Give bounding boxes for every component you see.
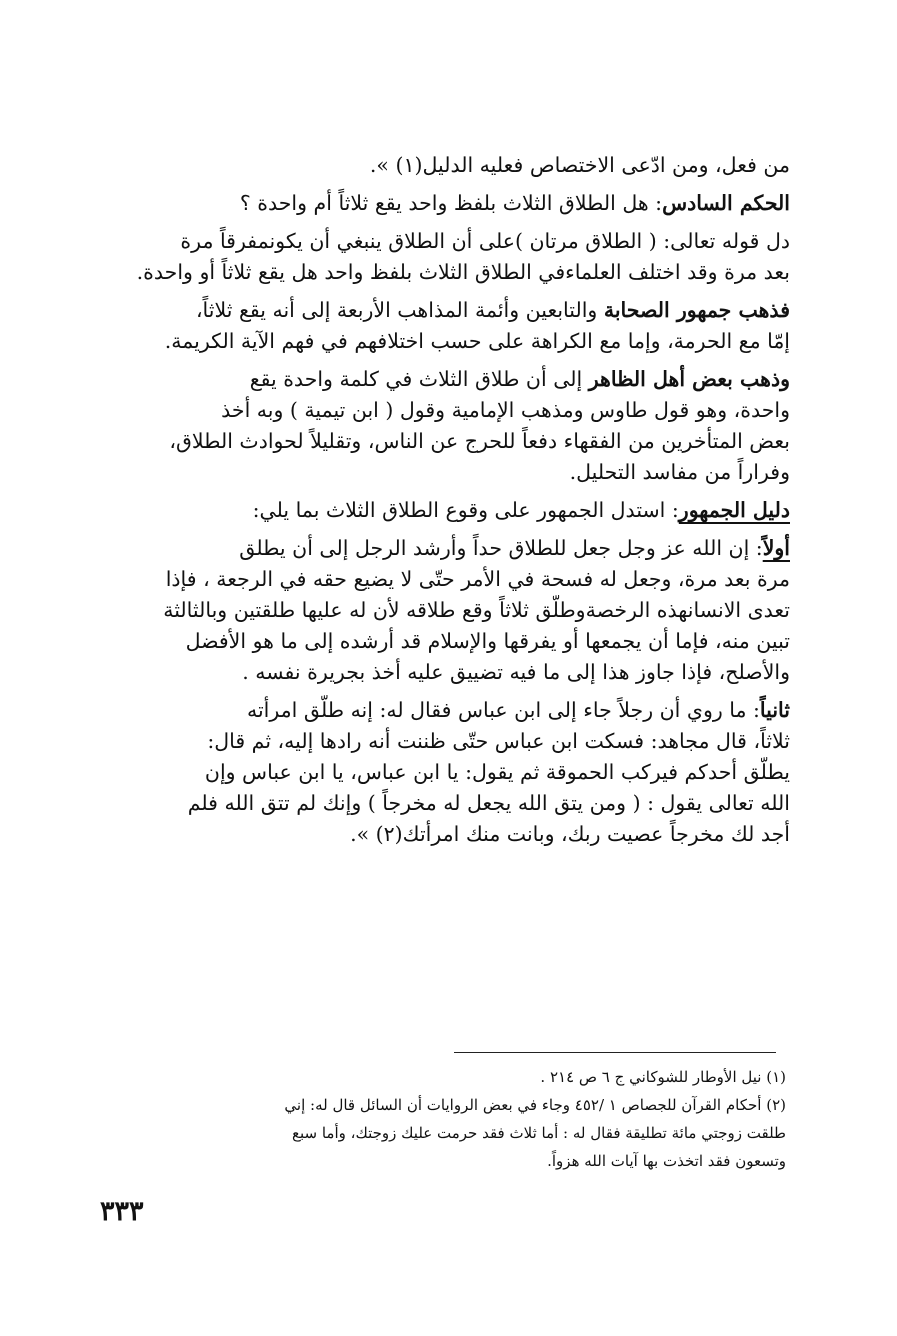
bold-heading: دليل الجمهور (678, 498, 790, 522)
text-run: : استدل الجمهور على وقوع الطلاق الثلاث بما يلي: (252, 498, 679, 522)
footnote-line: (٢) أحكام القرآن للجصاص ١ /٤٥٢ وجاء في بعض الروايات أن السائل قال له: إني (284, 1096, 786, 1114)
text-run: بعض المتأخرين من الفقهاء دفعاً للحرج عن الناس، وتقليلاً لحوادث الطلاق، (169, 429, 790, 453)
text-line (112, 657, 790, 688)
bold-heading: الحكم السادس (662, 191, 790, 215)
text-line (112, 150, 790, 181)
footnote-line: (١) نيل الأوطار للشوكاني ج ٦ ص ٢١٤ . (540, 1068, 786, 1086)
text-run: مرة بعد مرة، وجعل له فسحة في الأمر حتّى لا يضيع حقه في الرجعة ، فإذا (165, 567, 790, 591)
text-line (112, 188, 790, 219)
text-run: تبين منه، فإما أن يجمعها أو يفرقها والإسلام قد أرشده إلى ما هو الأفضل (185, 629, 790, 653)
text-line (112, 626, 790, 657)
text-run: تعدى الانسانهذه الرخصةوطلّق ثلاثاً وقع طلاقه لأن له عليها طلقتين وبالثالثة (163, 598, 790, 622)
text-run: إمّا مع الحرمة، وإما مع الكراهة على حسب اختلافهم في فهم الآية الكريمة. (164, 329, 790, 353)
footnote-line: طلقت زوجتي مائة تطليقة فقال له : أما ثلاث فقد حرمت عليك زوجتك، وأما سبع (292, 1124, 786, 1142)
bold-heading: فذهب جمهور الصحابة (603, 298, 790, 322)
text-line (112, 533, 790, 564)
text-line (112, 695, 790, 726)
text-run: : هل الطلاق الثلاث بلفظ واحد يقع ثلاثاً أم واحدة ؟ (239, 191, 663, 215)
text-line (112, 257, 790, 288)
bold-heading: ثانياً (759, 698, 790, 722)
text-run: واحدة، وهو قول طاوس ومذهب الإمامية وقول ( ابن تيمية ) وبه أخذ (221, 398, 790, 422)
text-line (112, 788, 790, 819)
text-run: والأصلح، فإذا جاوز هذا إلى ما فيه تضييق عليه أخذ بجريرة نفسه . (242, 660, 790, 684)
text-run: يطلّق أحدكم فيركب الحموقة ثم يقول: يا ابن عباس، يا ابن عباس وإن (204, 760, 790, 784)
text-run: : إن الله عز وجل جعل للطلاق حداً وأرشد الرجل إلى أن يطلق (239, 536, 763, 560)
text-run: والتابعين وأئمة المذاهب الأربعة إلى أنه يقع ثلاثاً، (195, 298, 604, 322)
footnote-line: وتسعون فقد اتخذت بها آيات الله هزواً. (547, 1152, 786, 1170)
text-line (112, 326, 790, 357)
text-run: وفراراً من مفاسد التحليل. (569, 460, 790, 484)
text-run: بعد مرة وقد اختلف العلماءفي الطلاق الثلاث بلفظ واحد هل يقع ثلاثاً أو واحدة. (136, 260, 790, 284)
footnote-separator (454, 1052, 776, 1053)
text-run: : ما روي أن رجلاً جاء إلى ابن عباس فقال له: إنه طلّق امرأته (246, 698, 760, 722)
text-line (112, 226, 790, 257)
text-run: من فعل، ومن ادّعى الاختصاص فعليه الدليل(١) ». (369, 153, 790, 177)
main-text (112, 150, 790, 850)
text-run: دل قوله تعالى: ( الطلاق مرتان )على أن الطلاق ينبغي أن يكونمفرقاً مرة (180, 229, 790, 253)
text-line (112, 364, 790, 395)
text-line (112, 457, 790, 488)
footnotes (110, 1063, 786, 1175)
text-line (112, 395, 790, 426)
text-line (112, 726, 790, 757)
bold-heading: وذهب بعض أهل الظاهر (588, 367, 790, 391)
text-line (112, 495, 790, 526)
text-run: ثلاثاً، قال مجاهد: فسكت ابن عباس حتّى ظننت أنه رادها إليه، ثم قال: (207, 729, 790, 753)
text-run: الله تعالى يقول : ( ومن يتق الله يجعل له مخرجاً ) وإنك لم تتق الله فلم (187, 791, 790, 815)
text-line (112, 595, 790, 626)
text-line (112, 426, 790, 457)
bold-heading: أولاً (762, 536, 790, 560)
text-line (112, 295, 790, 326)
text-line (112, 819, 790, 850)
text-line (112, 564, 790, 595)
text-run: أجد لك مخرجاً عصيت ربك، وبانت منك امرأتك(٢) ». (350, 822, 790, 846)
page-number: ٣٣٣ (100, 1196, 144, 1227)
text-line (112, 757, 790, 788)
text-run: إلى أن طلاق الثلاث في كلمة واحدة يقع (249, 367, 589, 391)
